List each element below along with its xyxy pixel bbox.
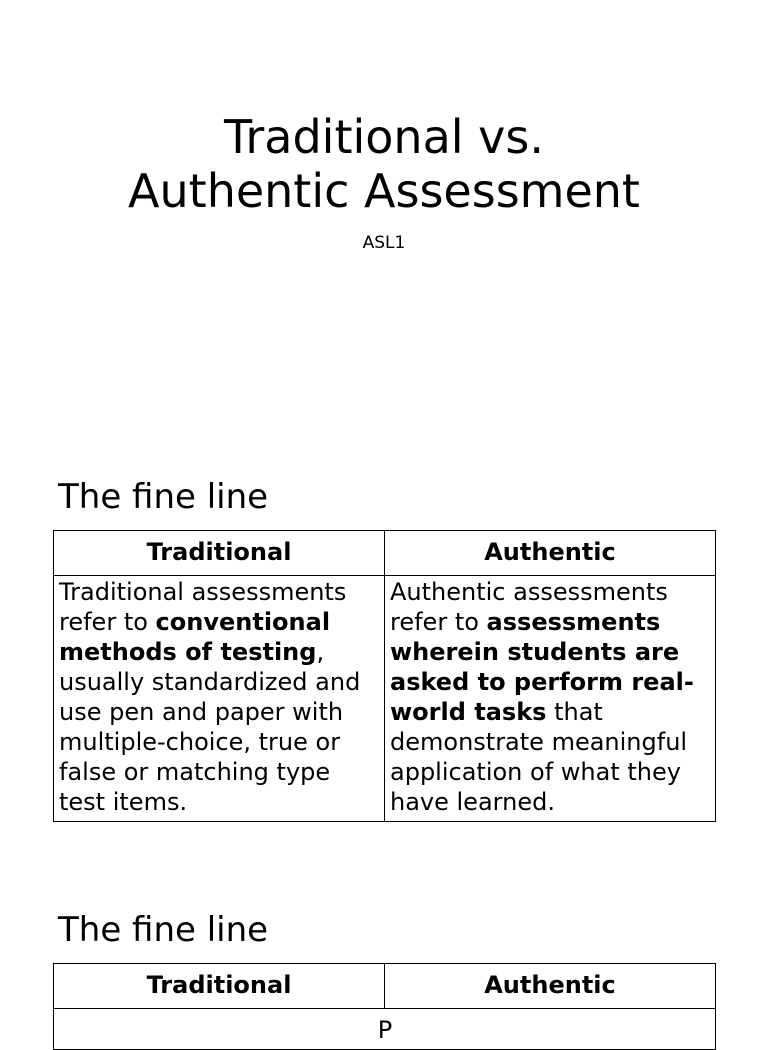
section-heading-1: The fine line <box>58 477 269 517</box>
table-row <box>54 576 716 822</box>
slide-title-line-2: Authentic Assessment <box>128 164 640 218</box>
column-header-traditional: Traditional <box>54 531 385 576</box>
authentic-text-bold: assessments wherein students are asked to perform real-world tasks <box>390 608 694 726</box>
merged-cell: P <box>54 1009 716 1050</box>
column-header-traditional: Traditional <box>54 964 385 1009</box>
slide-subtitle: ASL1 <box>362 233 406 253</box>
section-heading-2: The fine line <box>58 910 269 950</box>
table-header-row <box>54 531 716 576</box>
column-header-authentic: Authentic <box>385 964 716 1009</box>
table-header-row <box>54 964 716 1009</box>
title-slide <box>0 110 768 254</box>
authentic-text-end: that demonstrate meaningful application of what they have learned. <box>390 698 688 816</box>
column-header-authentic: Authentic <box>385 531 716 576</box>
comparison-table-2 <box>53 963 716 1050</box>
traditional-text-end: , usually standardized and use pen and paper with multiple-choice, true or false or matching type test items. <box>59 638 361 816</box>
authentic-description-cell <box>385 576 716 822</box>
authentic-text-start: Authentic assessments refer to <box>390 578 668 636</box>
slide-title-line-1: Traditional vs. <box>224 110 544 164</box>
traditional-text-start: Traditional assessments refer to <box>59 578 347 636</box>
table-row <box>54 1009 716 1050</box>
slide-title <box>0 110 768 218</box>
comparison-table-1 <box>53 530 716 822</box>
traditional-description-cell <box>54 576 385 822</box>
traditional-text-bold: conventional methods of testing <box>59 608 331 666</box>
